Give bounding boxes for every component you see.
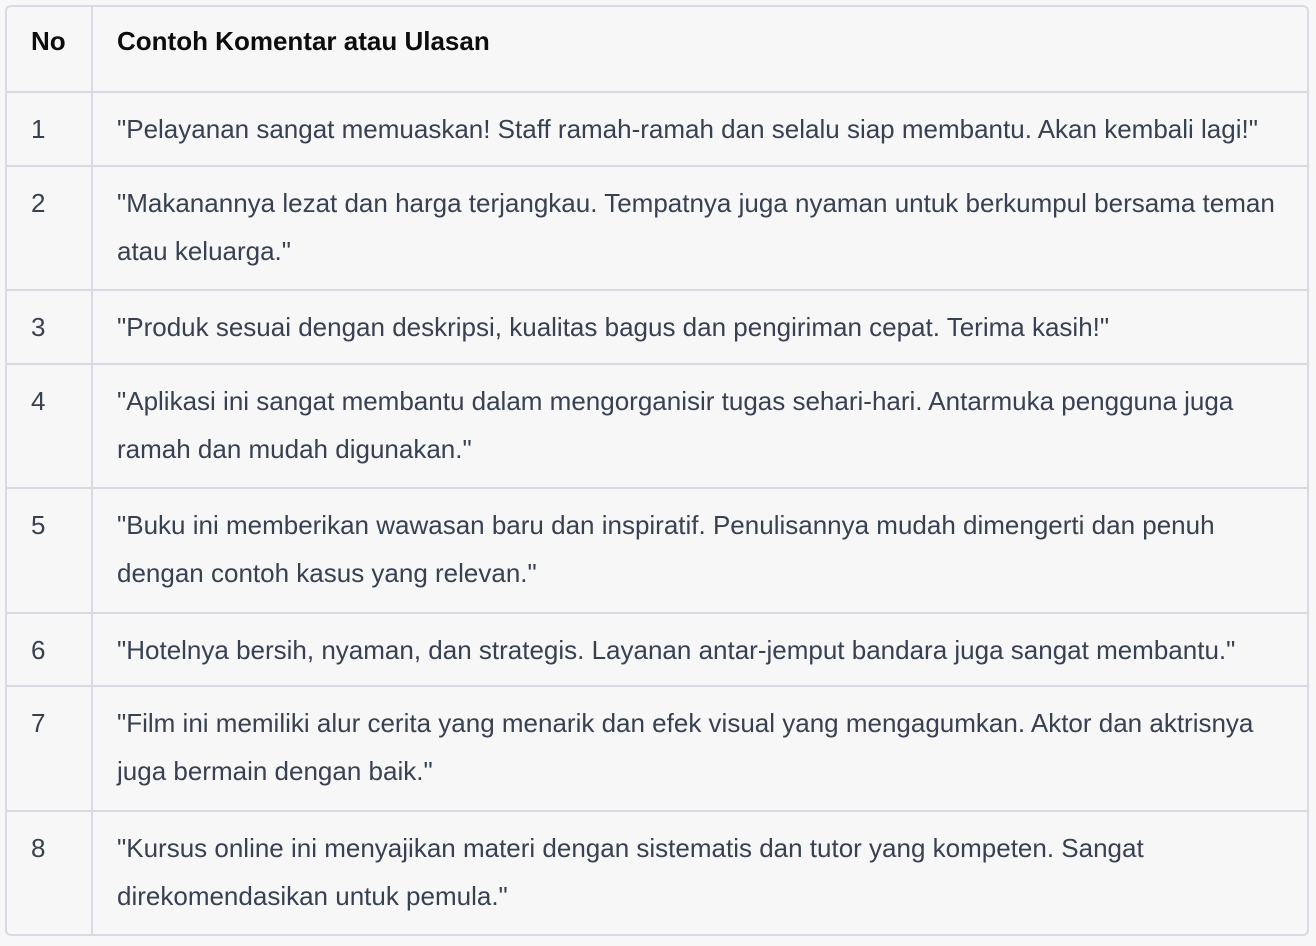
row-number: 8	[7, 811, 92, 934]
row-comment: "Kursus online ini menyajikan materi dengan sistematis dan tutor yang kompeten. Sangat direkomendasikan untuk pemula."	[92, 811, 1307, 934]
row-number: 6	[7, 613, 92, 687]
row-number: 3	[7, 290, 92, 364]
row-comment: "Aplikasi ini sangat membantu dalam mengorganisir tugas sehari-hari. Antarmuka pengguna juga ramah dan mudah digunakan."	[92, 364, 1307, 488]
row-number: 4	[7, 364, 92, 488]
row-comment: "Pelayanan sangat memuaskan! Staff ramah-ramah dan selalu siap membantu. Akan kembali lagi!"	[92, 92, 1307, 166]
table-row	[7, 364, 1307, 488]
table-row	[7, 686, 1307, 810]
header-comment: Contoh Komentar atau Ulasan	[92, 7, 1307, 92]
table-row	[7, 488, 1307, 612]
table-row	[7, 613, 1307, 687]
row-comment: "Produk sesuai dengan deskripsi, kualitas bagus dan pengiriman cepat. Terima kasih!"	[92, 290, 1307, 364]
header-no: No	[7, 7, 92, 92]
table-row	[7, 166, 1307, 290]
row-comment: "Film ini memiliki alur cerita yang menarik dan efek visual yang mengagumkan. Aktor dan aktrisnya juga bermain dengan baik."	[92, 686, 1307, 810]
table-row	[7, 290, 1307, 364]
row-number: 7	[7, 686, 92, 810]
table-header-row	[7, 7, 1307, 92]
row-number: 2	[7, 166, 92, 290]
row-comment: "Makanannya lezat dan harga terjangkau. Tempatnya juga nyaman untuk berkumpul bersama teman atau keluarga."	[92, 166, 1307, 290]
reviews-table-container	[5, 5, 1309, 936]
row-number: 5	[7, 488, 92, 612]
reviews-table	[7, 7, 1307, 934]
table-row	[7, 92, 1307, 166]
row-comment: "Hotelnya bersih, nyaman, dan strategis. Layanan antar-jemput bandara juga sangat membantu."	[92, 613, 1307, 687]
row-number: 1	[7, 92, 92, 166]
table-row	[7, 811, 1307, 934]
row-comment: "Buku ini memberikan wawasan baru dan inspiratif. Penulisannya mudah dimengerti dan penuh dengan contoh kasus yang relevan."	[92, 488, 1307, 612]
